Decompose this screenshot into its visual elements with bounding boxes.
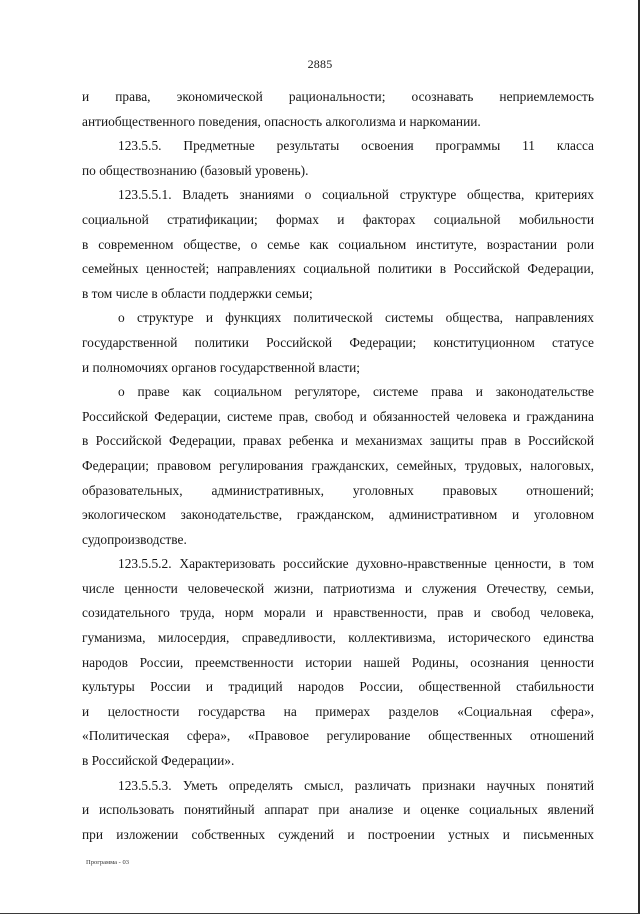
text-line: в Российской Федерации, правах ребенка и механизмах защиты прав в Российской bbox=[82, 433, 594, 449]
text-line: Российской Федерации, системе прав, свобод и обязанностей человека и гражданина bbox=[82, 408, 594, 424]
text-line: культуры России и традиций народов России, общественной стабильности bbox=[82, 679, 594, 695]
text-line: 123.5.5.3. Уметь определять смысл, различать признаки научных понятий bbox=[118, 777, 594, 793]
page-number: 2885 bbox=[307, 57, 333, 71]
text-line: по обществознанию (базовый уровень). bbox=[82, 162, 309, 178]
text-line: Федерации; правовом регулирования гражданских, семейных, трудовых, налоговых, bbox=[82, 457, 594, 473]
text-line: 123.5.5.1. Владеть знаниями о социальной структуре общества, критериях bbox=[118, 187, 594, 203]
text-line: и права, экономической рациональности; осознавать неприемлемость bbox=[82, 89, 594, 104]
paragraph bbox=[82, 306, 594, 380]
document-body bbox=[82, 85, 594, 847]
text-line: о праве как социальном регуляторе, системе права и законодательстве bbox=[118, 384, 594, 400]
text-line: экологическом законодательстве, гражданском, административном и уголовном bbox=[82, 507, 594, 523]
text-line: в том числе в области поддержки семьи; bbox=[82, 285, 313, 301]
text-line: образовательных, административных, уголовных правовых отношений; bbox=[82, 482, 594, 498]
text-line: социальной стратификации; формах и факторах социальной мобильности bbox=[82, 211, 594, 227]
text-line: 123.5.5.2. Характеризовать российские духовно-нравственные ценности, в том bbox=[118, 556, 594, 572]
text-line: гуманизма, милосердия, справедливости, коллективизма, исторического единства bbox=[82, 630, 594, 646]
paragraph bbox=[82, 552, 594, 773]
text-line: «Политическая сфера», «Правовое регулирование общественных отношений bbox=[82, 728, 594, 744]
text-line: в современном обществе, о семье как социальном институте, возрастании роли bbox=[82, 236, 594, 252]
text-line: антиобщественного поведения, опасность алкоголизма и наркомании. bbox=[82, 113, 481, 129]
page-footer: Программа - 03 bbox=[86, 859, 129, 866]
paragraph bbox=[82, 85, 594, 134]
text-line: о структуре и функциях политической системы общества, направлениях bbox=[118, 310, 594, 326]
text-line: созидательного труда, норм морали и нравственности, прав и свобод человека, bbox=[82, 605, 594, 621]
paragraph bbox=[82, 380, 594, 552]
text-line: государственной политики Российской Федерации; конституционном статусе bbox=[82, 334, 594, 350]
text-line: судопроизводстве. bbox=[82, 531, 187, 547]
text-line: числе ценности человеческой жизни, патриотизма и служения Отечеству, семьи, bbox=[82, 580, 594, 596]
text-line: семейных ценностей; направлениях социальной политики в Российской Федерации, bbox=[82, 261, 594, 277]
paragraph bbox=[82, 774, 594, 848]
text-line: и использовать понятийный аппарат при анализе и оценке социальных явлений bbox=[82, 802, 594, 818]
text-line: народов России, преемственности истории нашей Родины, осознания ценности bbox=[82, 654, 594, 670]
text-line: в Российской Федерации». bbox=[82, 753, 235, 769]
text-line: и целостности государства на примерах разделов «Социальная сфера», bbox=[82, 703, 594, 719]
text-line: при изложении собственных суждений и построении устных и письменных bbox=[82, 826, 594, 842]
text-line: и полномочиях органов государственной власти; bbox=[82, 359, 361, 375]
paragraph bbox=[82, 134, 594, 183]
paragraph bbox=[82, 183, 594, 306]
text-line: 123.5.5. Предметные результаты освоения программы 11 класса bbox=[118, 138, 594, 154]
